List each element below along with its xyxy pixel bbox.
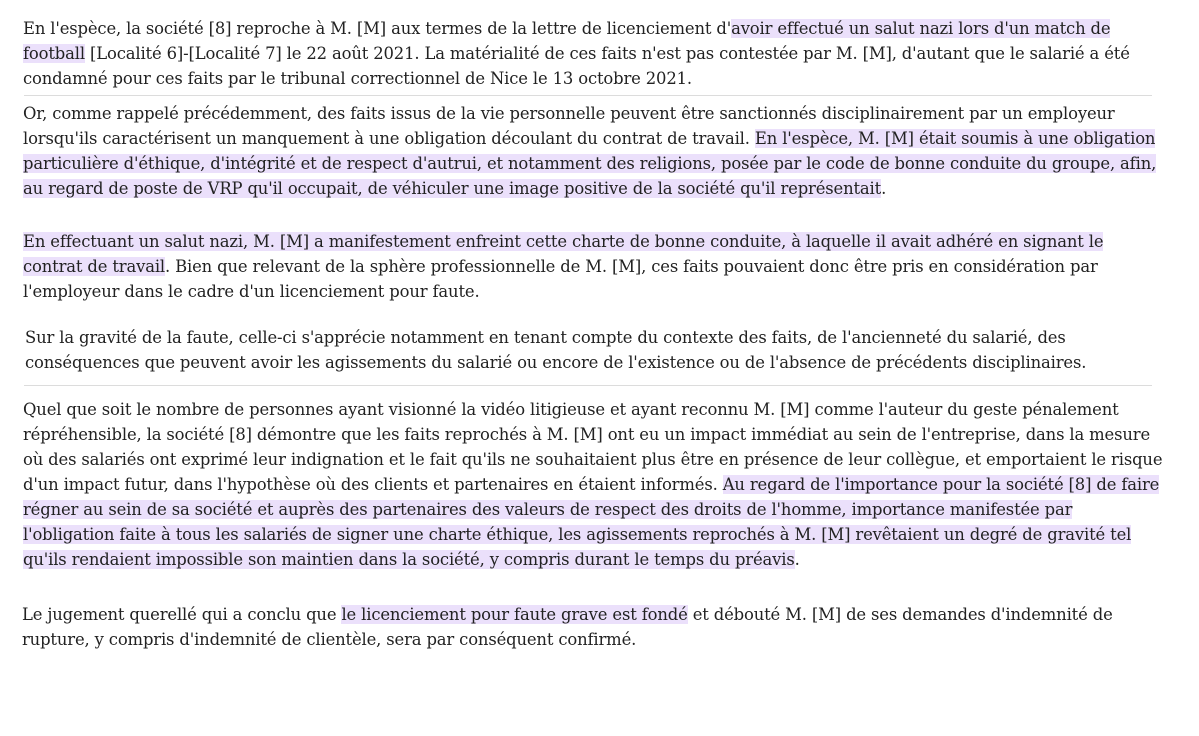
highlighted-passage: En l'espèce, M. [M] était soumis à une obligation particulière d'éthique, d'intégrité et de respect d'autrui, et notamment des religions, posée par le code de bonne conduite du groupe, afin, au regard de poste de VRP qu'il occupait, de véhiculer une image positive de la société qu'il représentait <box>23 129 1157 198</box>
paragraph-5-text: Quel que soit le nombre de personnes ayant visionné la vidéo litigieuse et ayant reconnu M. [M] comme l'auteur du geste pénalement répréhensible, la société [8] démontre que les faits reprochés à M. [M] ont eu un impact immédiat au sein de l'entreprise, dans la mesure où des salariés ont exprimé leur indignation et le fait qu'ils ne souhaitaient plus être en présence de leur collègue, et emportaient le risque d'un impact futur, dans l'hypothèse où des clients et partenaires en étaient informés. <box>23 400 1163 494</box>
paragraph-4-text: Sur la gravité de la faute, celle-ci s'apprécie notamment en tenant compte du contexte des faits, de l'ancienneté du salarié, des conséquences que peuvent avoir les agissements du salarié ou encore de l'existence ou de l'absence de précédents disciplinaires. <box>25 328 1087 372</box>
paragraph-6-text: et débouté M. [M] de ses demandes d'indemnité de rupture, y compris d'indemnité de clientèle, sera par conséquent confirmé. <box>22 605 1113 649</box>
paragraph-2-text: . <box>881 179 887 198</box>
paragraph-4 <box>25 325 1137 375</box>
section-divider <box>24 385 1152 386</box>
paragraph-6 <box>22 602 1152 652</box>
paragraph-5 <box>23 397 1163 572</box>
paragraph-1-text: [Localité 6]-[Localité 7] le 22 août 2021. La matérialité de ces faits n'est pas contestée par M. [M], d'autant que le salarié a été condamné pour ces faits par le tribunal correctionnel de Nice le 13 octobre 2021. <box>23 44 1130 88</box>
paragraph-2-text: Or, comme rappelé précédemment, des faits issus de la vie personnelle peuvent être sanctionnés disciplinairement par un employeur lorsqu'ils caractérisent un manquement à une obligation découlant du contrat de travail. <box>23 104 1115 148</box>
highlighted-passage: Au regard de l'importance pour la société [8] de faire régner au sein de sa société et auprès des partenaires des valeurs de respect des droits de l'homme, importance manifestée par l'obligation faite à tous les salariés de signer une charte éthique, les agissements reprochés à M. [M] revêtaient un degré de gravité tel qu'ils rendaient impossible son maintien dans la société, y compris durant le temps du préavis <box>23 475 1160 569</box>
paragraph-1 <box>23 16 1163 91</box>
highlighted-passage: En effectuant un salut nazi, M. [M] a manifestement enfreint cette charte de bonne conduite, à laquelle il avait adhéré en signant le contrat de travail <box>23 232 1104 276</box>
highlighted-passage: avoir effectué un salut nazi lors d'un match de football <box>23 19 1111 63</box>
highlighted-passage: le licenciement pour faute grave est fondé <box>341 605 688 624</box>
section-divider <box>24 95 1152 96</box>
paragraph-1-text: En l'espèce, la société [8] reproche à M. [M] aux termes de la lettre de licenciement d' <box>23 19 732 38</box>
paragraph-2 <box>23 101 1163 201</box>
paragraph-3-text: . Bien que relevant de la sphère professionnelle de M. [M], ces faits pouvaient donc être pris en considération par l'employeur dans le cadre d'un licenciement pour faute. <box>23 257 1098 301</box>
paragraph-6-text: Le jugement querellé qui a conclu que <box>22 605 342 624</box>
paragraph-5-text: . <box>794 550 800 569</box>
paragraph-3 <box>23 229 1163 304</box>
